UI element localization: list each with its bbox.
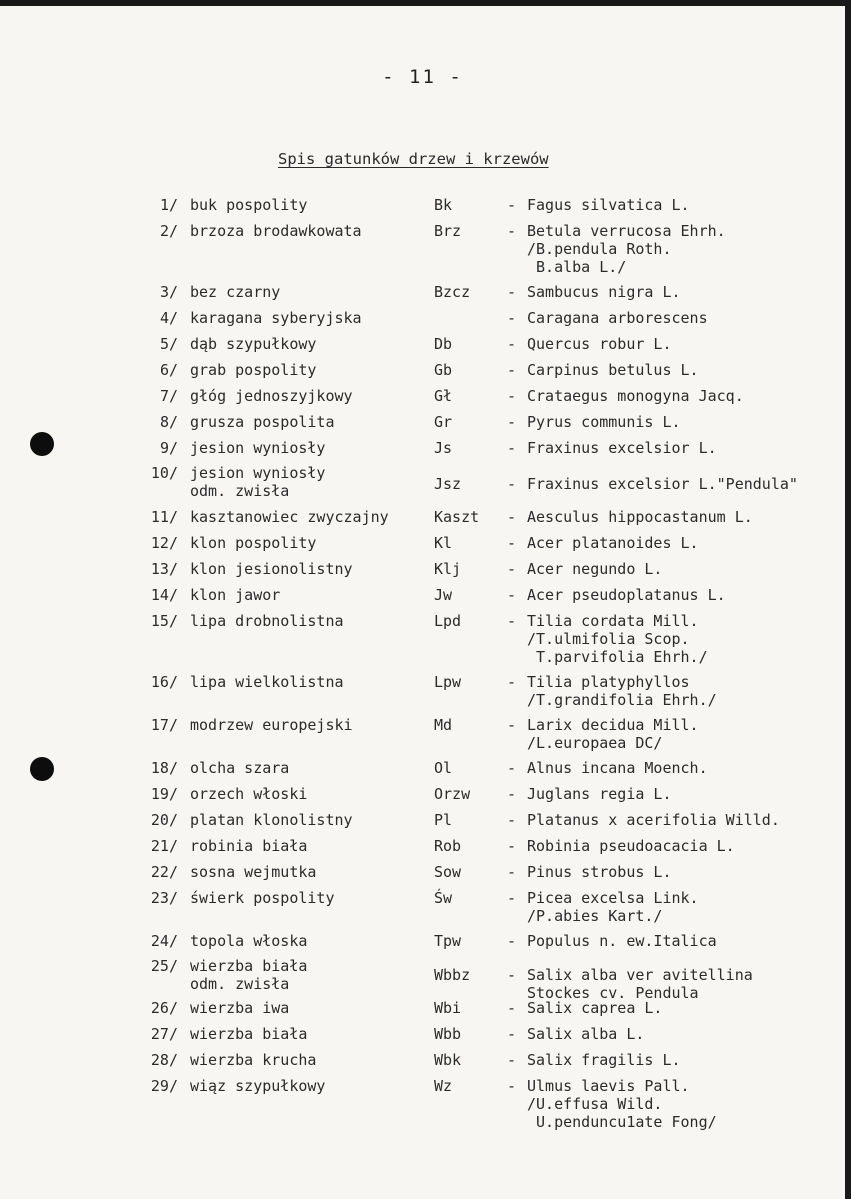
polish-name: świerk pospolity	[190, 889, 335, 907]
abbreviation: Wbk	[434, 1051, 462, 1069]
row-number: 2/	[159, 222, 178, 240]
row-number: 19/	[150, 785, 178, 803]
dash-separator: -	[507, 283, 517, 301]
latin-name: Salix fragilis L.	[527, 1051, 681, 1069]
dash-separator: -	[507, 439, 517, 457]
row-number: 9/	[159, 439, 178, 457]
latin-name: Salix caprea L.	[527, 999, 663, 1017]
row-number: 14/	[150, 586, 178, 604]
dash-separator: -	[507, 759, 517, 777]
row-number: 27/	[150, 1025, 178, 1043]
row-number: 25/	[150, 957, 178, 975]
latin-name: Picea excelsa Link. /P.abies Kart./	[527, 889, 699, 925]
row-number: 5/	[159, 335, 178, 353]
abbreviation: Wz	[434, 1077, 453, 1095]
polish-name: olcha szara	[190, 759, 290, 777]
polish-name: wierzba biała odm. zwisła	[190, 957, 308, 993]
polish-name: kasztanowiec zwyczajny	[190, 508, 389, 526]
dash-separator: -	[507, 889, 517, 907]
latin-name: Crataegus monogyna Jacq.	[527, 387, 744, 405]
latin-name: Pyrus communis L.	[527, 413, 681, 431]
polish-name: platan klonolistny	[190, 811, 353, 829]
latin-name: Salix alba L.	[527, 1025, 645, 1043]
abbreviation: Jw	[434, 586, 453, 604]
polish-name: sosna wejmutka	[190, 863, 317, 881]
abbreviation: Gł	[434, 387, 453, 405]
row-number: 13/	[150, 560, 178, 578]
polish-name: karagana syberyjska	[190, 309, 362, 327]
row-number: 26/	[150, 999, 178, 1017]
latin-name: Platanus x acerifolia Willd.	[527, 811, 780, 829]
latin-name: Alnus incana Moench.	[527, 759, 708, 777]
polish-name: orzech włoski	[190, 785, 308, 803]
latin-name: Sambucus nigra L.	[527, 283, 681, 301]
latin-name: Tilia cordata Mill. /T.ulmifolia Scop. T.parvifolia Ehrh./	[527, 612, 708, 666]
polish-name: robinia biała	[190, 837, 308, 855]
latin-name: Larix decidua Mill. /L.europaea DC/	[527, 716, 699, 752]
abbreviation: Bzcz	[434, 283, 471, 301]
polish-name: buk pospolity	[190, 196, 308, 214]
dash-separator: -	[507, 335, 517, 353]
row-number: 12/	[150, 534, 178, 552]
latin-name: Aesculus hippocastanum L.	[527, 508, 753, 526]
dash-separator: -	[507, 673, 517, 691]
dash-separator: -	[507, 309, 517, 327]
abbreviation: Tpw	[434, 932, 462, 950]
dash-separator: -	[507, 508, 517, 526]
dash-separator: -	[507, 932, 517, 950]
page-number: - 11 -	[382, 66, 463, 88]
abbreviation: Brz	[434, 222, 462, 240]
latin-name: Acer negundo L.	[527, 560, 663, 578]
abbreviation: Lpw	[434, 673, 462, 691]
abbreviation: Gb	[434, 361, 453, 379]
dash-separator: -	[507, 1025, 517, 1043]
document-page	[0, 6, 845, 1199]
polish-name: wierzba iwa	[190, 999, 290, 1017]
abbreviation: Wbbz	[434, 966, 471, 984]
polish-name: grab pospolity	[190, 361, 317, 379]
abbreviation: Jsz	[434, 475, 462, 493]
latin-name: Salix alba ver avitellina Stockes cv. Pendula	[527, 966, 753, 1002]
row-number: 6/	[159, 361, 178, 379]
latin-name: Pinus strobus L.	[527, 863, 672, 881]
dash-separator: -	[507, 222, 517, 240]
abbreviation: Wbb	[434, 1025, 462, 1043]
row-number: 21/	[150, 837, 178, 855]
polish-name: klon jawor	[190, 586, 281, 604]
polish-name: lipa wielkolistna	[190, 673, 344, 691]
dash-separator: -	[507, 716, 517, 734]
dash-separator: -	[507, 1051, 517, 1069]
polish-name: topola włoska	[190, 932, 308, 950]
polish-name: grusza pospolita	[190, 413, 335, 431]
row-number: 17/	[150, 716, 178, 734]
punch-hole-icon	[30, 757, 54, 781]
polish-name: wiąz szypułkowy	[190, 1077, 326, 1095]
polish-name: modrzew europejski	[190, 716, 353, 734]
row-number: 18/	[150, 759, 178, 777]
latin-name: Acer pseudoplatanus L.	[527, 586, 726, 604]
abbreviation: Md	[434, 716, 453, 734]
dash-separator: -	[507, 475, 517, 493]
dash-separator: -	[507, 586, 517, 604]
polish-name: jesion wyniosły odm. zwisła	[190, 464, 326, 500]
row-number: 29/	[150, 1077, 178, 1095]
dash-separator: -	[507, 196, 517, 214]
abbreviation: Kl	[434, 534, 453, 552]
latin-name: Fagus silvatica L.	[527, 196, 690, 214]
row-number: 8/	[159, 413, 178, 431]
row-number: 24/	[150, 932, 178, 950]
abbreviation: Kaszt	[434, 508, 480, 526]
dash-separator: -	[507, 612, 517, 630]
latin-name: Ulmus laevis Pall. /U.effusa Wild. U.penduncu1ate Fong/	[527, 1077, 717, 1131]
dash-separator: -	[507, 837, 517, 855]
row-number: 4/	[159, 309, 178, 327]
dash-separator: -	[507, 785, 517, 803]
polish-name: wierzba biała	[190, 1025, 308, 1043]
row-number: 15/	[150, 612, 178, 630]
dash-separator: -	[507, 560, 517, 578]
polish-name: wierzba krucha	[190, 1051, 317, 1069]
polish-name: bez czarny	[190, 283, 281, 301]
polish-name: lipa drobnolistna	[190, 612, 344, 630]
latin-name: Fraxinus excelsior L.	[527, 439, 717, 457]
dash-separator: -	[507, 999, 517, 1017]
row-number: 1/	[159, 196, 178, 214]
row-number: 3/	[159, 283, 178, 301]
dash-separator: -	[507, 811, 517, 829]
row-number: 11/	[150, 508, 178, 526]
dash-separator: -	[507, 1077, 517, 1095]
latin-name: Populus n. ew.Italica	[527, 932, 717, 950]
page-title: Spis gatunków drzew i krzewów	[278, 150, 549, 168]
abbreviation: Db	[434, 335, 453, 353]
dash-separator: -	[507, 361, 517, 379]
latin-name: Tilia platyphyllos /T.grandifolia Ehrh./	[527, 673, 717, 709]
polish-name: brzoza brodawkowata	[190, 222, 362, 240]
row-number: 22/	[150, 863, 178, 881]
row-number: 20/	[150, 811, 178, 829]
abbreviation: Gr	[434, 413, 453, 431]
abbreviation: Bk	[434, 196, 453, 214]
abbreviation: Lpd	[434, 612, 462, 630]
abbreviation: Rob	[434, 837, 462, 855]
latin-name: Robinia pseudoacacia L.	[527, 837, 735, 855]
polish-name: jesion wyniosły	[190, 439, 326, 457]
latin-name: Betula verrucosa Ehrh. /B.pendula Roth. B.alba L./	[527, 222, 726, 276]
abbreviation: Js	[434, 439, 453, 457]
latin-name: Acer platanoides L.	[527, 534, 699, 552]
polish-name: klon jesionolistny	[190, 560, 353, 578]
abbreviation: Ol	[434, 759, 453, 777]
dash-separator: -	[507, 387, 517, 405]
latin-name: Fraxinus excelsior L."Pendula"	[527, 475, 798, 493]
row-number: 16/	[150, 673, 178, 691]
latin-name: Quercus robur L.	[527, 335, 672, 353]
dash-separator: -	[507, 966, 517, 984]
polish-name: dąb szypułkowy	[190, 335, 317, 353]
polish-name: głóg jednoszyjkowy	[190, 387, 353, 405]
abbreviation: Wbi	[434, 999, 462, 1017]
row-number: 7/	[159, 387, 178, 405]
latin-name: Carpinus betulus L.	[527, 361, 699, 379]
row-number: 10/	[150, 464, 178, 482]
row-number: 23/	[150, 889, 178, 907]
dash-separator: -	[507, 534, 517, 552]
abbreviation: Sow	[434, 863, 462, 881]
row-number: 28/	[150, 1051, 178, 1069]
abbreviation: Pl	[434, 811, 453, 829]
punch-hole-icon	[30, 432, 54, 456]
dash-separator: -	[507, 863, 517, 881]
abbreviation: Orzw	[434, 785, 471, 803]
polish-name: klon pospolity	[190, 534, 317, 552]
latin-name: Juglans regia L.	[527, 785, 672, 803]
dash-separator: -	[507, 413, 517, 431]
latin-name: Caragana arborescens	[527, 309, 708, 327]
abbreviation: Klj	[434, 560, 462, 578]
abbreviation: Św	[434, 889, 453, 907]
